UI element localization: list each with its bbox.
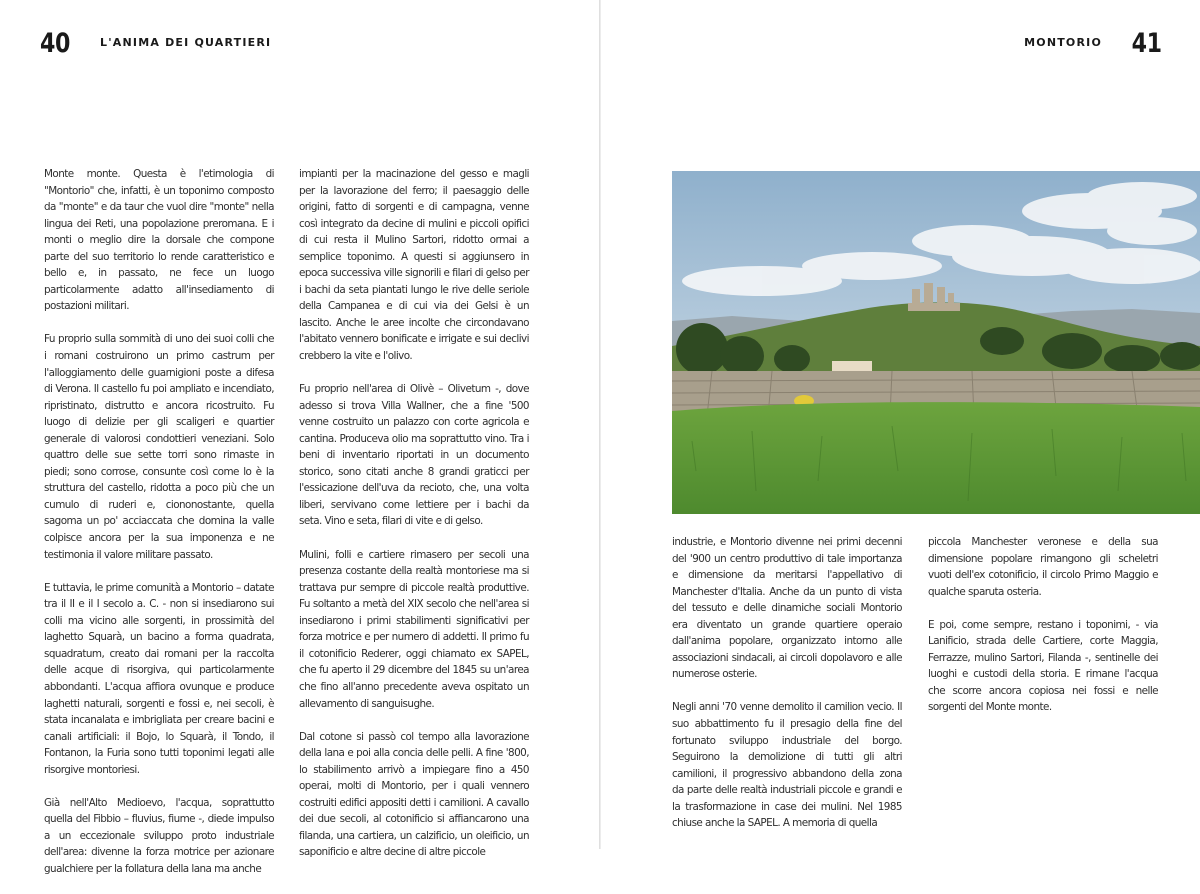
paragraph: piccola Manchester veronese e della sua dimensione popolare rimangono gli scheletri vuoti dell'ex cotonificio, il circolo Primo Maggio e qualche sparuta osteria.	[928, 536, 1158, 598]
text-column-right-2	[928, 534, 1158, 733]
paragraph: Monte monte. Questa è l'etimologia di "Montorio" che, infatti, è un toponimo composto da "monte" e da taur che vuol dire "monte" nella lingua dei Reti, una popolazione preromana. E i monti o meglio dire la dorsale che compone parte del suo territorio lo rende caratteristico e bello e, in passato, ne fece un luogo particolarmente adatto all'insediamento di postazioni militari.	[44, 168, 274, 313]
left-page	[0, 0, 599, 875]
running-head-left: L'ANIMA DEI QUARTIERI	[100, 36, 272, 49]
paragraph: industrie, e Montorio divenne nei primi decenni del '900 un centro produttivo di tale importanza e dimensione da meritarsi l'appellativo di Manchester d'Italia. Anche da un punto di vista del tessuto e delle dinamiche sociali Montorio era diventato un grande quartiere operaio dall'anima popolare, organizzato intorno alle associazioni sindacali, ai circoli dopolavoro e alle numerose osterie.	[672, 536, 902, 681]
right-page	[601, 0, 1200, 849]
paragraph: Già nell'Alto Medioevo, l'acqua, soprattutto quella del Fibbio – fluvius, fiume -, diede impulso a un eccezionale sviluppo proto industriale dell'area: divenne la forza motrice per azionare gualchiere per la follatura della lana ma anche	[44, 796, 274, 875]
page-number-right: 41	[1132, 28, 1162, 59]
text-column-left-2	[299, 166, 529, 878]
landscape-photo	[672, 171, 1200, 514]
paragraph: Negli anni '70 venne demolito il camilion vecio. Il suo abbattimento fu il presagio della fine del fortunato sviluppo industriale del borgo. Seguirono la demolizione di tutti gli altri camilioni, il progressivo abbandono della zona da parte delle realtà industriali piccole e grandi e la trasformazione in case dei mulini. Nel 1985 chiuse anche la SAPEL. A memoria di quella	[672, 701, 902, 830]
paragraph: Fu proprio sulla sommità di uno dei suoi colli che i romani costruirono un primo castrum per l'alloggiamento delle guarnigioni poste a difesa di Verona. Il castello fu poi ampliato e incendiato, ripristinato, distrutto e ancora ricostruito. Fu luogo di delizie per gli scaligeri e quartier generale di valorosi condottieri veneziani. Solo quattro delle sue sette torri sono rimaste in piedi; sono corrose, consunte così come lo è la struttura del castello, ridotta a poco più che un cumulo di ruderi e, ciononostante, quella sagoma un po' acciaccata che domina la valle colpisce ancora per la sua imponenza e ne testimonia il valore militare passato.	[44, 333, 274, 561]
paragraph: Mulini, folli e cartiere rimasero per secoli una presenza costante della realtà montoriese ma si trattava pur sempre di piccole realtà produttive. Fu soltanto a metà del XIX secolo che nell'area si insediarono i primi stabilimenti significativi per forza motrice e per numero di addetti. Il primo fu il cotonificio Rederer, oggi chiamato ex SAPEL, che fu aperto il 29 dicembre del 1845 su un'area che fino all'anno precedente aveva ospitato un allevamento di sanguisughe.	[299, 548, 529, 710]
text-column-left-1	[44, 166, 274, 894]
running-head-right: MONTORIO	[1024, 36, 1102, 49]
page-number-left: 40	[40, 28, 70, 59]
paragraph: E tuttavia, le prime comunità a Montorio – datate tra il II e il I secolo a. C. - non si insediarono sui colli ma vicino alle sorgenti, in prossimità del laghetto Squarà, un bacino a forma quadrata, squadratum, creato dai romani per la raccolta delle acque di risorgiva, qui particolarmente abbondanti. L'acqua affiora ovunque e produce laghetti naturali, sorgenti e fossi e, nei secoli, è stata incanalata e imbrigliata per creare bacini e canali artificiali: il Bojo, lo Squarà, il Tondo, il Fontanon, la Furia sono tutti toponimi legati alle risorgive montoriesi.	[44, 581, 274, 776]
paragraph: Dal cotone si passò col tempo alla lavorazione della lana e poi alla concia delle pelli. A fine '800, lo stabilimento arrivò a impiegare fino a 450 operai, molti di Montorio, per i quali vennero costruiti edifici appositi detti i camilioni. A cavallo dei due secoli, al cotonificio si affiancarono una filanda, una cartiera, un calzificio, un oleificio, un saponificio e altre decine di altre piccole	[299, 730, 529, 859]
paragraph: Fu proprio nell'area di Olivè – Olivetum -, dove adesso si trova Villa Wallner, che a fine '500 venne costruito un palazzo con corte agricola e cantina. Produceva olio ma soprattutto vino. Tra i beni di inventario riportati in un documento storico, sono citati anche 8 grandi graticci per l'essicazione dell'uva da recioto, che, una volta liberi, servivano come lettiere per i bachi da seta. Vino e seta, filari di vite e di gelso.	[299, 383, 529, 528]
paragraph: impianti per la macinazione del gesso e magli per la lavorazione del ferro; il paesaggio delle origini, fatto di sorgenti e di campagna, venne così integrato da decine di mulini e piccoli opifici di cui resta il Mulino Sartori, ridotto ormai a semplice toponimo. A questi si aggiunsero in epoca successiva ville signorili e filari di gelso per i bachi da seta piantati lungo le rive delle seriole della Campanea e di cui via dei Gelsi è un lascito. Anche le aree incolte che circondavano l'abitato vennero bonificate e irrigate e sui declivi crebbero la vite e l'olivo.	[299, 168, 529, 363]
text-column-right-1	[672, 534, 902, 848]
paragraph: E poi, come sempre, restano i toponimi, - via Lanificio, strada delle Cartiere, corte Maggia, Ferrazze, mulino Sartori, Filanda -, sentinelle dei luoghi e custodi della storia. E rimane l'acqua che scorre ancora copiosa nei fossi e nelle sorgenti del Monte monte.	[928, 618, 1158, 714]
